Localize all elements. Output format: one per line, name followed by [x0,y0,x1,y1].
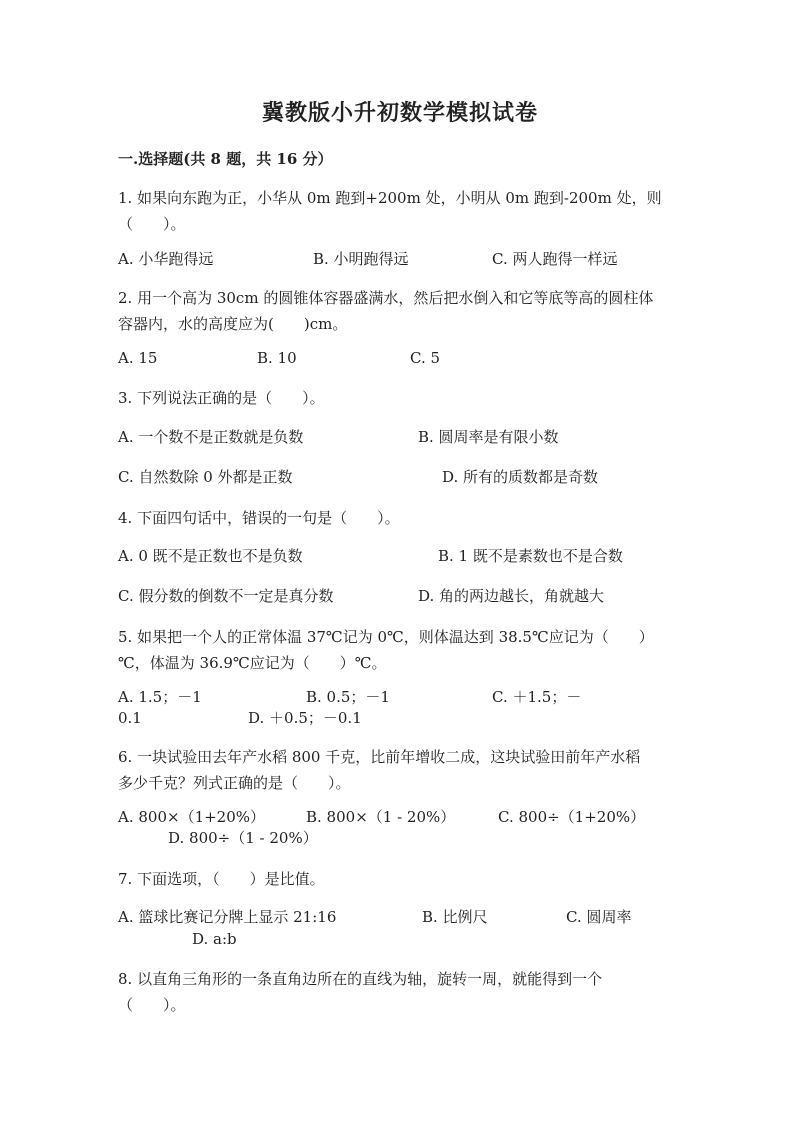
question-5-option-c-continued: 0.1 [118,709,142,727]
question-3-option-d: D. 所有的质数都是奇数 [442,468,599,486]
question-4-option-b: B. 1 既不是素数也不是合数 [438,547,623,565]
question-5 [118,624,678,676]
question-2 [118,285,678,337]
question-1-stem-line2: （ ）。 [118,215,186,233]
question-4-option-d: D. 角的两边越长，角就越大 [418,587,605,605]
question-4-stem-line1: 4. 下面四句话中，错误的一句是（ ）。 [118,509,400,527]
section-heading: 一.选择题(共 8 题，共 16 分） [118,150,333,168]
question-1-option-c: C. 两人跑得一样远 [492,250,618,268]
question-5-stem-line1: 5. 如果把一个人的正常体温 37℃记为 0℃，则体温达到 38.5℃应记为（ ） [118,628,654,646]
question-7-stem-line1: 7. 下面选项，（ ）是比值。 [118,870,325,888]
question-3 [118,385,678,411]
question-4-option-c: C. 假分数的倒数不一定是真分数 [118,587,334,605]
question-5-option-b: B. 0.5；－1 [306,688,390,706]
question-4-option-a: A. 0 既不是正数也不是负数 [118,547,303,565]
question-7-option-d: D. a:b [192,930,237,948]
question-6-option-d: D. 800÷（1 - 20%） [168,829,318,847]
question-7 [118,866,678,892]
question-6-stem-line1: 6. 一块试验田去年产水稻 800 千克，比前年增收二成，这块试验田前年产水稻 [118,748,641,766]
question-8-stem-line2: （ ）。 [118,996,186,1014]
question-6-stem-line2: 多少千克？列式正确的是（ ）。 [118,774,351,792]
question-4 [118,505,678,531]
question-7-option-c: C. 圆周率 [566,908,632,926]
question-6-option-c: C. 800÷（1+20%） [498,808,646,826]
question-2-option-c: C. 5 [410,349,441,367]
question-3-stem-line1: 3. 下列说法正确的是（ ）。 [118,389,325,407]
question-5-stem-line2: ℃，体温为 36.9℃应记为（ ）℃。 [118,654,387,672]
question-1-stem-line1: 1. 如果向东跑为正，小华从 0m 跑到+200m 处，小明从 0m 跑到-200m 处，则 [118,189,662,207]
question-6-option-b: B. 800×（1 - 20%） [306,808,456,826]
question-7-option-a: A. 篮球比赛记分牌上显示 21:16 [118,908,337,926]
question-2-option-b: B. 10 [257,349,297,367]
question-6 [118,744,678,796]
question-3-option-a: A. 一个数不是正数就是负数 [118,428,304,446]
question-8-stem-line1: 8. 以直角三角形的一条直角边所在的直线为轴，旋转一周，就能得到一个 [118,970,603,988]
question-8 [118,966,678,1018]
question-5-option-a: A. 1.5；－1 [118,688,202,706]
question-1-option-b: B. 小明跑得远 [313,250,409,268]
question-2-stem-line1: 2. 用一个高为 30cm 的圆锥体容器盛满水，然后把水倒入和它等底等高的圆柱体 [118,289,654,307]
question-1 [118,185,678,237]
question-7-option-b: B. 比例尺 [422,908,488,926]
exam-title: 冀教版小升初数学模拟试卷 [261,100,538,126]
question-3-option-b: B. 圆周率是有限小数 [418,428,559,446]
question-6-option-a: A. 800×（1+20%） [118,808,266,826]
question-5-option-d: D. ＋0.5；－0.1 [248,709,362,727]
question-5-option-c: C. ＋1.5；－ [492,688,582,706]
question-1-option-a: A. 小华跑得远 [118,250,214,268]
question-2-stem-line2: 容器内，水的高度应为( )cm。 [118,315,348,333]
question-2-option-a: A. 15 [118,349,158,367]
question-3-option-c: C. 自然数除 0 外都是正数 [118,468,293,486]
